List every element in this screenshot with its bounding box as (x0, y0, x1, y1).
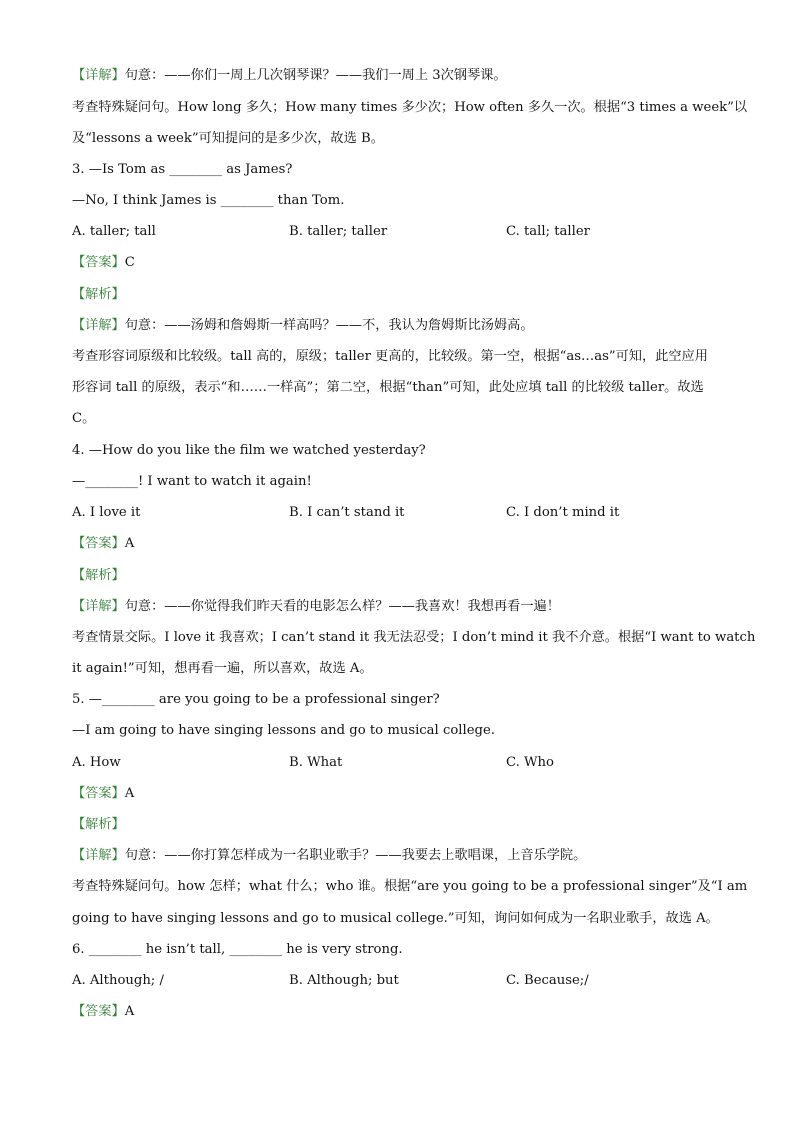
explanation-line: 考查特殊疑问句。How long 多久；How many times 多少次；How often 多久一次。根据“3 times a week”以 (72, 100, 748, 115)
answer-value: A (124, 786, 135, 801)
question-4-analysis-label: 【解析】 (72, 568, 125, 583)
question-3-analysis-label: 【解析】 (72, 287, 125, 302)
question-3-explanation-3: C。 (72, 411, 96, 426)
question-3-option-a: A. taller; tall (72, 224, 156, 239)
question-5-explanation-1: 考查特殊疑问句。how 怎样；what 什么；who 谁。根据“are you going to be a professional singer”及“I am (72, 879, 748, 894)
detail-text: 句意：——你打算怎样成为一名职业歌手？——我要去上歌唱课，上音乐学院。 (124, 848, 587, 863)
question-6-option-c: C. Because;/ (506, 973, 589, 988)
answer-label: 【答案】 (72, 1004, 125, 1019)
question-3-stem: 3. —Is Tom as ________ as James? (72, 162, 293, 177)
question-5-detail (72, 846, 732, 866)
question-4-stem-2: —________! I want to watch it again! (72, 474, 312, 489)
question-4-option-c: C. I don’t mind it (506, 505, 620, 520)
detail-label: 【详解】 (72, 848, 125, 863)
question-6-option-b: B. Although; but (289, 973, 399, 988)
question-6-stem: 6. ________ he isn’t tall, ________ he is very strong. (72, 942, 403, 957)
question-4-explanation-1: 考查情景交际。I love it 我喜欢；I can’t stand it 我无法忍受；I don’t mind it 我不介意。根据“I want to watch (72, 630, 756, 645)
question-3-answer (72, 253, 732, 273)
answer-label: 【答案】 (72, 536, 125, 551)
question-5-option-b: B. What (289, 755, 343, 770)
question-4-explanation-2: it again!”可知，想再看一遍，所以喜欢，故选 A。 (72, 661, 373, 676)
question-3-explanation-2: 形容词 tall 的原级，表示“和……一样高”；第二空，根据“than”可知，此处应填 tall 的比较级 taller。故选 (72, 380, 704, 395)
question-4-option-b: B. I can’t stand it (289, 505, 405, 520)
question-4-option-a: A. I love it (72, 505, 141, 520)
question-3-detail (72, 316, 732, 336)
answer-label: 【答案】 (72, 255, 125, 270)
question-5-stem: 5. —________ are you going to be a professional singer? (72, 692, 440, 707)
question-3-stem-2: —No, I think James is ________ than Tom. (72, 193, 345, 208)
detail-label: 【详解】 (72, 318, 125, 333)
question-3-explanation-1: 考查形容词原级和比较级。tall 高的，原级；taller 更高的，比较级。第一空，根据“as…as”可知，此空应用 (72, 349, 708, 364)
detail-line (72, 66, 732, 86)
question-4-detail (72, 597, 732, 617)
question-5-stem-2: —I am going to have singing lessons and go to musical college. (72, 723, 495, 738)
question-3-option-b: B. taller; taller (289, 224, 388, 239)
detail-label: 【详解】 (72, 68, 125, 83)
question-5-explanation-2: going to have singing lessons and go to musical college.”可知，询问如何成为一名职业歌手，故选 A。 (72, 911, 719, 926)
answer-value: A (124, 1004, 135, 1019)
question-5-option-a: A. How (72, 755, 121, 770)
explanation-line: 及“lessons a week”可知提问的是多少次，故选 B。 (72, 131, 384, 146)
question-3-option-c: C. tall; taller (506, 224, 590, 239)
question-4-stem: 4. —How do you like the film we watched yesterday? (72, 443, 426, 458)
answer-value: C (124, 255, 135, 270)
answer-value: A (124, 536, 135, 551)
detail-text: 句意：——你们一周上几次钢琴课？——我们一周上 3次钢琴课。 (124, 68, 507, 83)
detail-label: 【详解】 (72, 599, 125, 614)
question-6-answer (72, 1002, 732, 1022)
answer-label: 【答案】 (72, 786, 125, 801)
question-5-answer (72, 784, 732, 804)
detail-text: 句意：——你觉得我们昨天看的电影怎么样？——我喜欢！我想再看一遍！ (124, 599, 560, 614)
question-6-option-a: A. Although; / (72, 973, 164, 988)
detail-text: 句意：——汤姆和詹姆斯一样高吗？——不，我认为詹姆斯比汤姆高。 (124, 318, 534, 333)
question-5-analysis-label: 【解析】 (72, 817, 125, 832)
question-5-option-c: C. Who (506, 755, 554, 770)
question-4-answer (72, 534, 732, 554)
